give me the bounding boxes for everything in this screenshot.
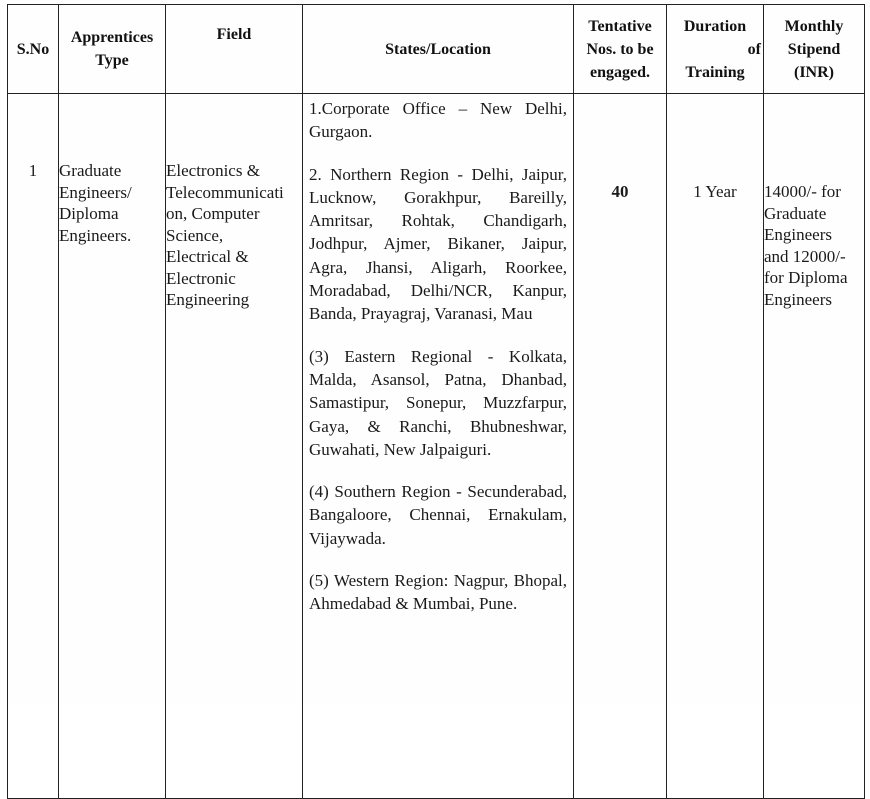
cell-field <box>166 94 303 799</box>
field-line: Electronic <box>166 268 236 288</box>
type-line: Engineers/ <box>59 182 132 202</box>
header-locations: States/Location <box>303 5 574 94</box>
stipend-line: Engineers <box>764 289 832 309</box>
header-count <box>574 5 667 94</box>
field-line: Science, <box>166 225 224 245</box>
field-line: Electrical & <box>166 247 249 266</box>
header-duration-line: of <box>747 40 761 58</box>
field-line: Engineering <box>166 290 250 309</box>
location-eastern-region: (3) Eastern Regional - Kolkata, Malda, Asansol, Patna, Dhanbad, Samastipur, Sonepur, Muzzfarpur, Gaya, & Ranchi, Bhubneshwar, Guwahati, New Jalpaiguri. <box>309 346 567 459</box>
type-line: Diploma <box>59 204 119 223</box>
cell-apprentice-type <box>59 94 166 799</box>
header-stipend <box>764 5 865 94</box>
header-sno: S.No <box>8 5 59 94</box>
field-line: Telecommunicati <box>166 182 284 202</box>
apprentice-table <box>7 4 865 799</box>
header-stipend-line: (INR) <box>794 63 834 81</box>
location-western-region: (5) Western Region: Nagpur, Bhopal, Ahmedabad & Mumbai, Pune. <box>309 571 567 614</box>
type-line: Engineers. <box>59 225 132 245</box>
header-type-line: Type <box>95 52 129 69</box>
cell-stipend <box>764 94 865 799</box>
stipend-line: for Diploma <box>764 268 848 287</box>
header-duration-line: Training <box>685 63 745 81</box>
header-type-line: Apprentices <box>70 29 154 46</box>
header-stipend-line: Monthly <box>784 17 844 35</box>
location-southern-region: (4) Southern Region - Secunderabad, Bangaloore, Chennai, Ernakulam, Vijaywada. <box>309 482 567 548</box>
cell-tentative-count: 40 <box>574 94 667 799</box>
cell-sno: 1 <box>8 94 59 799</box>
header-type <box>59 5 166 94</box>
location-corporate: 1.Corporate Office – New Delhi, Gurgaon. <box>309 99 567 142</box>
field-line: on, Computer <box>166 204 260 223</box>
header-row <box>8 5 865 94</box>
cell-locations <box>303 94 574 799</box>
header-count-line: Tentative <box>588 17 652 35</box>
stipend-line: Graduate <box>764 203 827 223</box>
stipend-line: Engineers <box>764 225 832 244</box>
location-northern-region: 2. Northern Region - Delhi, Jaipur, Lucknow, Gorakhpur, Bareilly, Amritsar, Rohtak, Chandigarh, Jodhpur, Ajmer, Bikaner, Jaipur, Agra, Jhansi, Aligarh, Roorkee, Moradabad, Delhi/NCR, Kanpur, Banda, Prayagraj, Varanasi, Mau <box>309 164 567 324</box>
cell-duration: 1 Year <box>667 94 764 799</box>
table-row <box>8 94 865 799</box>
stipend-line: and 12000/- <box>764 246 846 266</box>
type-line: Graduate <box>59 161 122 180</box>
header-count-line: engaged. <box>590 63 650 81</box>
header-duration-line: Duration <box>683 17 747 35</box>
header-count-line: Nos. to be <box>586 40 654 58</box>
stipend-line: 14000/- for <box>764 182 841 201</box>
header-field: Field <box>166 5 303 94</box>
header-duration <box>667 5 764 94</box>
header-stipend-line: Stipend <box>787 40 841 58</box>
field-line: Electronics & <box>166 161 260 180</box>
